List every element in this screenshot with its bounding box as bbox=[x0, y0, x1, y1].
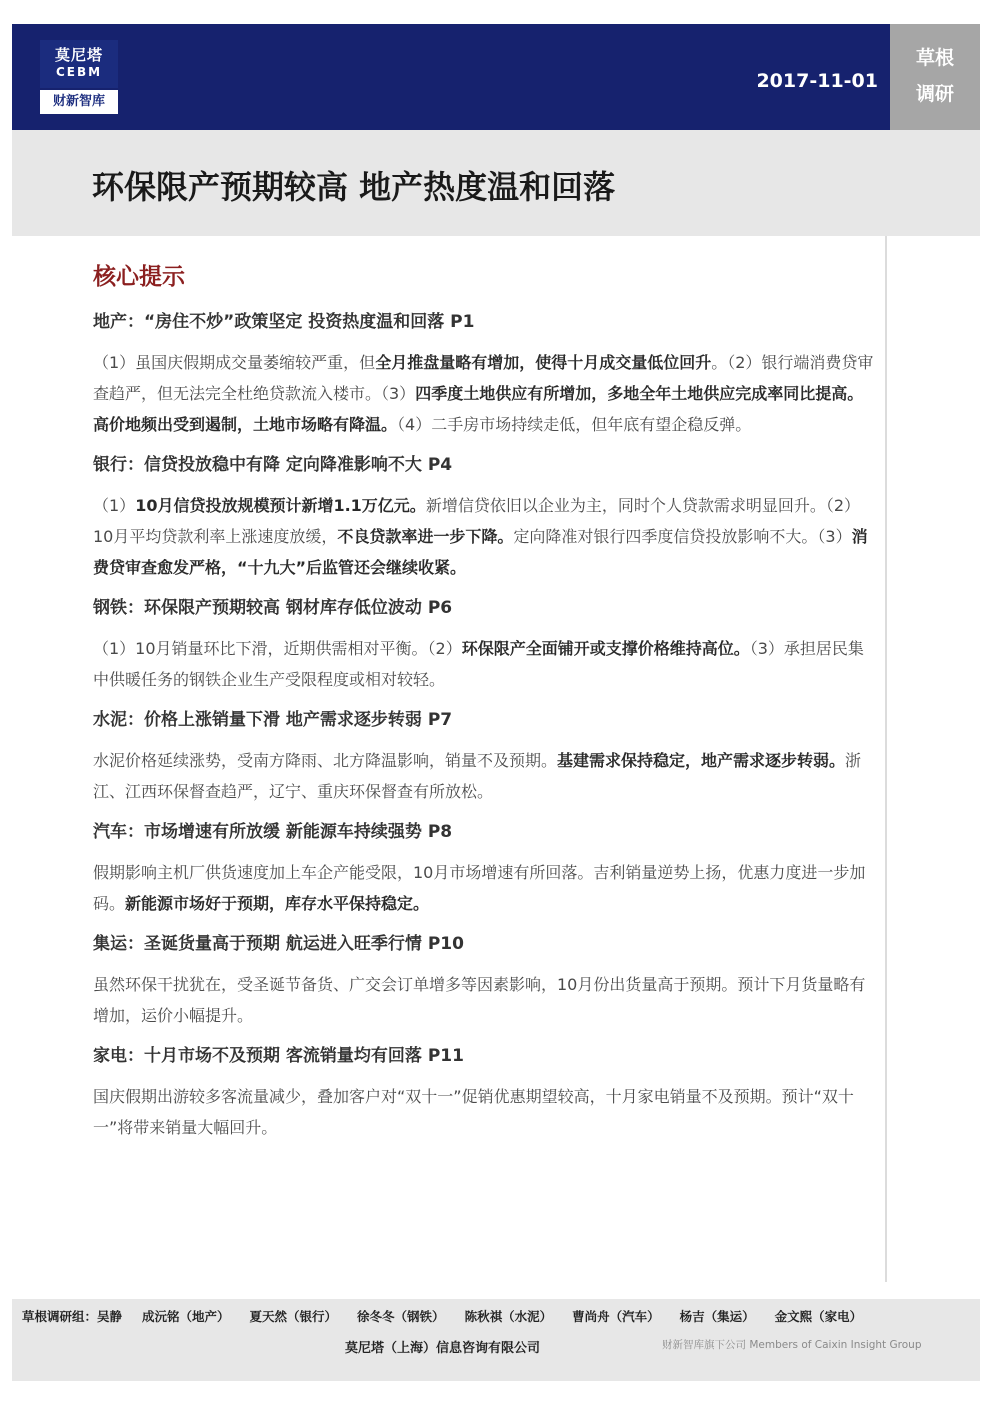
body-text: 。（2）银行端消费贷审查趋严，但无法完全杜绝贷款流入楼市。（3） bbox=[93, 353, 874, 403]
body-text: 国庆假期出游较多客流量减少，叠加客户对“双十一”促销优惠期望较高，十月家电销量不及预期。预计“双十一”将带来销量大幅回升。 bbox=[93, 1087, 854, 1137]
title-band bbox=[12, 130, 980, 236]
logo-mark bbox=[40, 40, 118, 88]
body-text: （1）10月销量环比下滑，近期供需相对平衡。（2） bbox=[93, 639, 462, 658]
body-text: （1）虽国庆假期成交量萎缩较严重，但 bbox=[93, 353, 376, 372]
bold-text: 消费贷审查愈发严格，“十九大”后监管还会继续收紧。 bbox=[93, 527, 868, 577]
team-member: 杨吉（集运） bbox=[679, 1309, 755, 1324]
logo-english-name: CEBM bbox=[55, 65, 103, 79]
bold-text: 10月信贷投放规模预计新增1.1万亿元。 bbox=[135, 496, 426, 515]
tag-line-2: 调研 bbox=[915, 83, 954, 105]
team-member: 夏天然（银行） bbox=[249, 1309, 338, 1324]
body-text: 定向降准对银行四季度信贷投放影响不大。（3） bbox=[513, 527, 852, 546]
logo-subtitle: 财新智库 bbox=[40, 90, 118, 114]
report-date: 2017-11-01 bbox=[756, 70, 878, 92]
section-body bbox=[93, 633, 879, 695]
section-heading: 钢铁：环保限产预期较高 钢材库存低位波动 P6 bbox=[93, 598, 453, 618]
body-text: 浙江、江西环保督查趋严，辽宁、重庆环保督查有所放松。 bbox=[93, 751, 862, 801]
section-list bbox=[93, 309, 879, 1143]
section-heading: 汽车：市场增速有所放缓 新能源车持续强势 P8 bbox=[93, 822, 453, 842]
body-text: （3）承担居民集中供暖任务的钢铁企业生产受限程度或相对较轻。 bbox=[93, 639, 864, 689]
cebm-logo bbox=[40, 40, 118, 116]
company-name: 莫尼塔（上海）信息咨询有限公司 bbox=[345, 1341, 541, 1356]
main-content bbox=[93, 258, 879, 1155]
team-member: 陈秋祺（水泥） bbox=[464, 1309, 553, 1324]
bold-text: 不良贷款率进一步下降。 bbox=[337, 527, 514, 546]
report-type-tag bbox=[890, 24, 980, 130]
bold-text: 环保限产全面铺开或支撑价格维持高位。 bbox=[461, 639, 750, 658]
divider-line bbox=[885, 236, 887, 1282]
bold-text: 基建需求保持稳定，地产需求逐步转弱。 bbox=[557, 751, 846, 770]
report-header bbox=[12, 24, 890, 130]
body-text: 假期影响主机厂供货速度加上车企产能受限，10月市场增速有所回落。吉利销量逆势上扬，优惠力度进一步加码。 bbox=[93, 863, 866, 913]
member-note: 财新智库旗下公司 Members of Caixin Insight Group bbox=[662, 1339, 922, 1351]
section-body bbox=[93, 745, 879, 807]
bold-text: 四季度土地供应有所增加，多地全年土地供应完成率同比提高。高价地频出受到遏制，土地市场略有降温。 bbox=[93, 384, 864, 434]
section-heading: 家电：十月市场不及预期 客流销量均有回落 P11 bbox=[93, 1046, 464, 1066]
body-text: （4）二手房市场持续走低，但年底有望企稳反弹。 bbox=[397, 415, 752, 434]
report-footer bbox=[12, 1299, 980, 1381]
report-title: 环保限产预期较高 地产热度温和回落 bbox=[92, 168, 616, 206]
section-heading: 水泥：价格上涨销量下滑 地产需求逐步转弱 P7 bbox=[93, 710, 453, 730]
section-body bbox=[93, 1081, 879, 1143]
body-text: 新增信贷依旧以企业为主，同时个人贷款需求明显回升。（2）10月平均贷款利率上涨速度放缓， bbox=[93, 496, 860, 546]
bold-text: 新能源市场好于预期，库存水平保持稳定。 bbox=[125, 894, 430, 913]
team-member: 成沅铭（地产） bbox=[142, 1309, 230, 1324]
body-text: 水泥价格延续涨势，受南方降雨、北方降温影响，销量不及预期。 bbox=[93, 751, 558, 770]
tag-line-1: 草根 bbox=[915, 47, 954, 69]
section-body bbox=[93, 347, 879, 440]
section-heading: 集运：圣诞货量高于预期 航运进入旺季行情 P10 bbox=[93, 934, 464, 954]
bold-text: 全月推盘量略有增加，使得十月成交量低位回升 bbox=[375, 353, 712, 372]
section-heading: 银行：信贷投放稳中有降 定向降准影响不大 P4 bbox=[93, 455, 453, 475]
team-member: 曹尚舟（汽车） bbox=[572, 1309, 660, 1324]
team-member: 金文熙（家电） bbox=[774, 1309, 863, 1324]
section-body bbox=[93, 969, 879, 1031]
team-member: 草根调研组：吴静 bbox=[22, 1309, 123, 1324]
section-heading: 地产：“房住不炒”政策坚定 投资热度温和回落 P1 bbox=[93, 312, 475, 332]
section-body bbox=[93, 857, 879, 919]
body-text: 虽然环保干扰犹在，受圣诞节备货、广交会订单增多等因素影响，10月份出货量高于预期。预计下月货量略有增加，运价小幅提升。 bbox=[93, 975, 866, 1025]
body-text: （1） bbox=[93, 496, 136, 515]
core-heading: 核心提示 bbox=[93, 264, 185, 290]
section-body bbox=[93, 490, 879, 583]
research-team bbox=[22, 1307, 882, 1325]
logo-chinese-name: 莫尼塔 bbox=[54, 46, 103, 64]
team-member: 徐冬冬（钢铁） bbox=[357, 1309, 445, 1324]
